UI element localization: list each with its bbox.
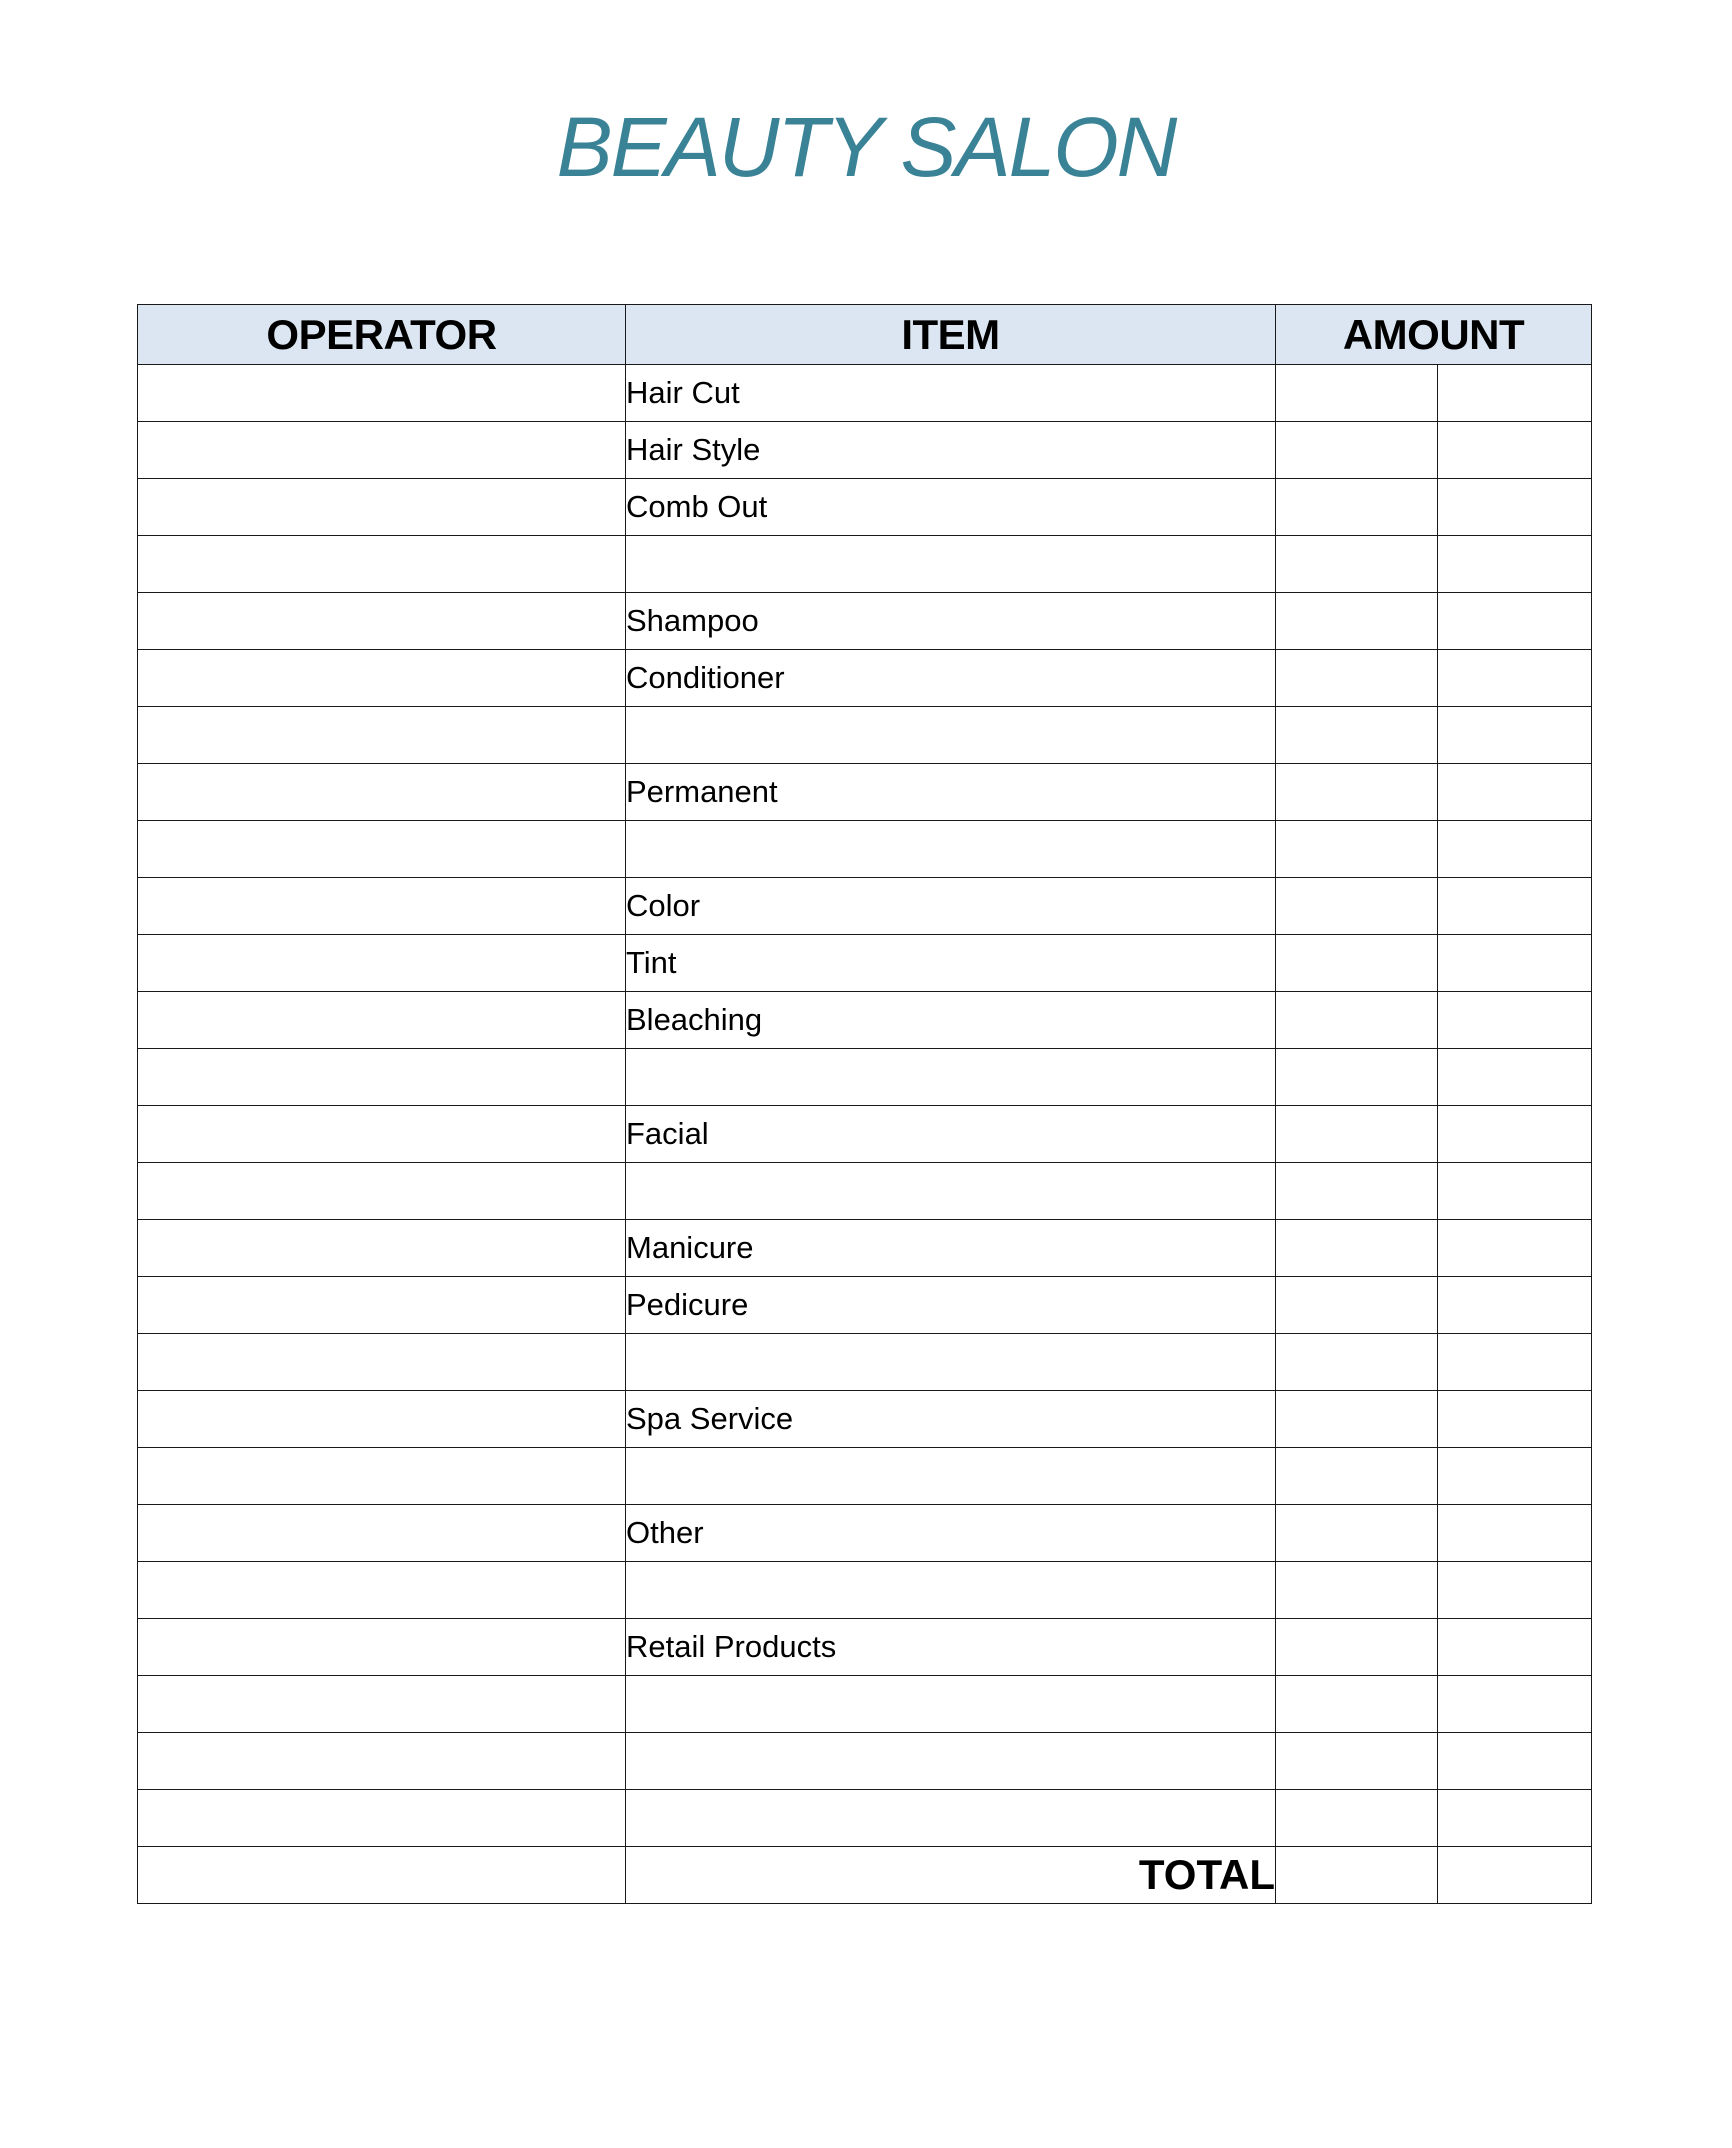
- amount-cents-cell[interactable]: [1438, 1163, 1592, 1220]
- item-cell[interactable]: [626, 1676, 1276, 1733]
- amount-dollars-cell[interactable]: [1276, 1505, 1438, 1562]
- amount-cents-cell[interactable]: [1438, 536, 1592, 593]
- operator-cell[interactable]: [138, 764, 626, 821]
- table-row: [138, 1676, 1592, 1733]
- item-cell[interactable]: [626, 707, 1276, 764]
- item-cell[interactable]: Facial: [626, 1106, 1276, 1163]
- amount-cents-cell[interactable]: [1438, 1733, 1592, 1790]
- item-cell[interactable]: Pedicure: [626, 1277, 1276, 1334]
- table-row: [138, 1277, 1592, 1334]
- amount-cents-cell[interactable]: [1438, 992, 1592, 1049]
- operator-cell[interactable]: [138, 878, 626, 935]
- amount-dollars-cell[interactable]: [1276, 1163, 1438, 1220]
- table-row: [138, 422, 1592, 479]
- table-row: [138, 1448, 1592, 1505]
- amount-dollars-cell[interactable]: [1276, 422, 1438, 479]
- operator-cell[interactable]: [138, 1334, 626, 1391]
- table-row: [138, 536, 1592, 593]
- operator-cell[interactable]: [138, 935, 626, 992]
- operator-cell[interactable]: [138, 365, 626, 422]
- table-row: [138, 1562, 1592, 1619]
- item-cell[interactable]: [626, 1334, 1276, 1391]
- amount-dollars-cell[interactable]: [1276, 1790, 1438, 1847]
- amount-cents-cell[interactable]: [1438, 764, 1592, 821]
- table-row: [138, 1220, 1592, 1277]
- item-cell[interactable]: [626, 821, 1276, 878]
- amount-dollars-cell[interactable]: [1276, 1391, 1438, 1448]
- operator-cell[interactable]: [138, 1676, 626, 1733]
- item-cell[interactable]: [626, 536, 1276, 593]
- amount-cents-cell[interactable]: [1438, 1049, 1592, 1106]
- item-header: ITEM: [626, 305, 1276, 365]
- operator-cell[interactable]: [138, 1220, 626, 1277]
- amount-dollars-cell[interactable]: [1276, 935, 1438, 992]
- amount-cents-cell[interactable]: [1438, 707, 1592, 764]
- operator-cell[interactable]: [138, 1790, 626, 1847]
- amount-cents-cell[interactable]: [1438, 1505, 1592, 1562]
- amount-cents-cell[interactable]: [1438, 593, 1592, 650]
- table-row: [138, 764, 1592, 821]
- item-cell[interactable]: Hair Cut: [626, 365, 1276, 422]
- amount-cents-cell[interactable]: [1438, 1391, 1592, 1448]
- operator-cell[interactable]: [138, 593, 626, 650]
- amount-dollars-cell[interactable]: [1276, 821, 1438, 878]
- header-row: [138, 305, 1592, 365]
- amount-dollars-cell[interactable]: [1276, 593, 1438, 650]
- amount-dollars-cell[interactable]: [1276, 479, 1438, 536]
- item-cell[interactable]: Tint: [626, 935, 1276, 992]
- item-cell[interactable]: Conditioner: [626, 650, 1276, 707]
- item-cell[interactable]: Retail Products: [626, 1619, 1276, 1676]
- table-row: [138, 1619, 1592, 1676]
- operator-cell[interactable]: [138, 1277, 626, 1334]
- amount-cents-cell[interactable]: [1438, 1448, 1592, 1505]
- table-row: [138, 1106, 1592, 1163]
- item-cell[interactable]: Permanent: [626, 764, 1276, 821]
- total-label: TOTAL: [626, 1847, 1276, 1904]
- table-row: [138, 1505, 1592, 1562]
- salon-ticket-table: [137, 304, 1592, 1904]
- amount-cents-cell[interactable]: [1438, 1220, 1592, 1277]
- operator-cell[interactable]: [138, 707, 626, 764]
- item-cell[interactable]: Manicure: [626, 1220, 1276, 1277]
- amount-cents-cell[interactable]: [1438, 878, 1592, 935]
- table-row: [138, 992, 1592, 1049]
- item-cell[interactable]: [626, 1790, 1276, 1847]
- amount-dollars-cell[interactable]: [1276, 1448, 1438, 1505]
- amount-dollars-cell[interactable]: [1276, 1334, 1438, 1391]
- amount-dollars-cell[interactable]: [1276, 1220, 1438, 1277]
- operator-cell[interactable]: [138, 422, 626, 479]
- total-row: [138, 1847, 1592, 1904]
- operator-cell[interactable]: [138, 992, 626, 1049]
- amount-dollars-cell[interactable]: [1276, 1049, 1438, 1106]
- amount-cents-cell[interactable]: [1438, 935, 1592, 992]
- amount-cents-cell[interactable]: [1438, 422, 1592, 479]
- table-row: [138, 1733, 1592, 1790]
- amount-dollars-cell[interactable]: [1276, 1676, 1438, 1733]
- table-row: [138, 1049, 1592, 1106]
- amount-dollars-cell[interactable]: [1276, 764, 1438, 821]
- amount-dollars-cell[interactable]: [1276, 1562, 1438, 1619]
- operator-cell[interactable]: [138, 1163, 626, 1220]
- operator-cell[interactable]: [138, 821, 626, 878]
- table-row: [138, 1391, 1592, 1448]
- operator-cell[interactable]: [138, 1505, 626, 1562]
- operator-cell[interactable]: [138, 1562, 626, 1619]
- item-cell[interactable]: Other: [626, 1505, 1276, 1562]
- amount-cents-cell[interactable]: [1438, 1562, 1592, 1619]
- table-row: [138, 935, 1592, 992]
- amount-cents-cell[interactable]: [1438, 1619, 1592, 1676]
- amount-cents-cell[interactable]: [1438, 1790, 1592, 1847]
- operator-cell[interactable]: [138, 1391, 626, 1448]
- table-body: [138, 365, 1592, 1847]
- amount-dollars-cell[interactable]: [1276, 536, 1438, 593]
- amount-dollars-cell[interactable]: [1276, 365, 1438, 422]
- amount-cents-cell[interactable]: [1438, 1106, 1592, 1163]
- item-cell[interactable]: Comb Out: [626, 479, 1276, 536]
- amount-cents-cell[interactable]: [1438, 479, 1592, 536]
- table-row: [138, 1163, 1592, 1220]
- operator-cell[interactable]: [138, 536, 626, 593]
- operator-cell[interactable]: [138, 1049, 626, 1106]
- total-operator-cell[interactable]: [138, 1847, 626, 1904]
- operator-cell[interactable]: [138, 1733, 626, 1790]
- amount-dollars-cell[interactable]: [1276, 707, 1438, 764]
- amount-cents-cell[interactable]: [1438, 365, 1592, 422]
- operator-cell[interactable]: [138, 1106, 626, 1163]
- amount-dollars-cell[interactable]: [1276, 878, 1438, 935]
- table-row: [138, 479, 1592, 536]
- item-cell[interactable]: Spa Service: [626, 1391, 1276, 1448]
- item-cell[interactable]: [626, 1163, 1276, 1220]
- amount-dollars-cell[interactable]: [1276, 1619, 1438, 1676]
- amount-dollars-cell[interactable]: [1276, 1277, 1438, 1334]
- amount-dollars-cell[interactable]: [1276, 650, 1438, 707]
- operator-header: OPERATOR: [138, 305, 626, 365]
- item-cell[interactable]: Hair Style: [626, 422, 1276, 479]
- operator-cell[interactable]: [138, 1448, 626, 1505]
- table-row: [138, 821, 1592, 878]
- amount-header: AMOUNT: [1276, 305, 1592, 365]
- amount-cents-cell[interactable]: [1438, 1277, 1592, 1334]
- item-cell[interactable]: [626, 1448, 1276, 1505]
- item-cell[interactable]: [626, 1733, 1276, 1790]
- item-cell[interactable]: [626, 1049, 1276, 1106]
- table-row: [138, 707, 1592, 764]
- operator-cell[interactable]: [138, 650, 626, 707]
- operator-cell[interactable]: [138, 1619, 626, 1676]
- amount-cents-cell[interactable]: [1438, 1676, 1592, 1733]
- total-amount-dollars-cell[interactable]: [1276, 1847, 1438, 1904]
- amount-dollars-cell[interactable]: [1276, 1733, 1438, 1790]
- table-row: [138, 365, 1592, 422]
- table-row: [138, 593, 1592, 650]
- item-cell[interactable]: Color: [626, 878, 1276, 935]
- amount-cents-cell[interactable]: [1438, 821, 1592, 878]
- amount-dollars-cell[interactable]: [1276, 1106, 1438, 1163]
- item-cell[interactable]: [626, 1562, 1276, 1619]
- table-row: [138, 1790, 1592, 1847]
- table-row: [138, 650, 1592, 707]
- amount-dollars-cell[interactable]: [1276, 992, 1438, 1049]
- item-cell[interactable]: Shampoo: [626, 593, 1276, 650]
- amount-cents-cell[interactable]: [1438, 650, 1592, 707]
- total-amount-cents-cell[interactable]: [1438, 1847, 1592, 1904]
- item-cell[interactable]: Bleaching: [626, 992, 1276, 1049]
- amount-cents-cell[interactable]: [1438, 1334, 1592, 1391]
- page-title: BEAUTY SALON: [556, 100, 1176, 194]
- operator-cell[interactable]: [138, 479, 626, 536]
- table-row: [138, 878, 1592, 935]
- table-row: [138, 1334, 1592, 1391]
